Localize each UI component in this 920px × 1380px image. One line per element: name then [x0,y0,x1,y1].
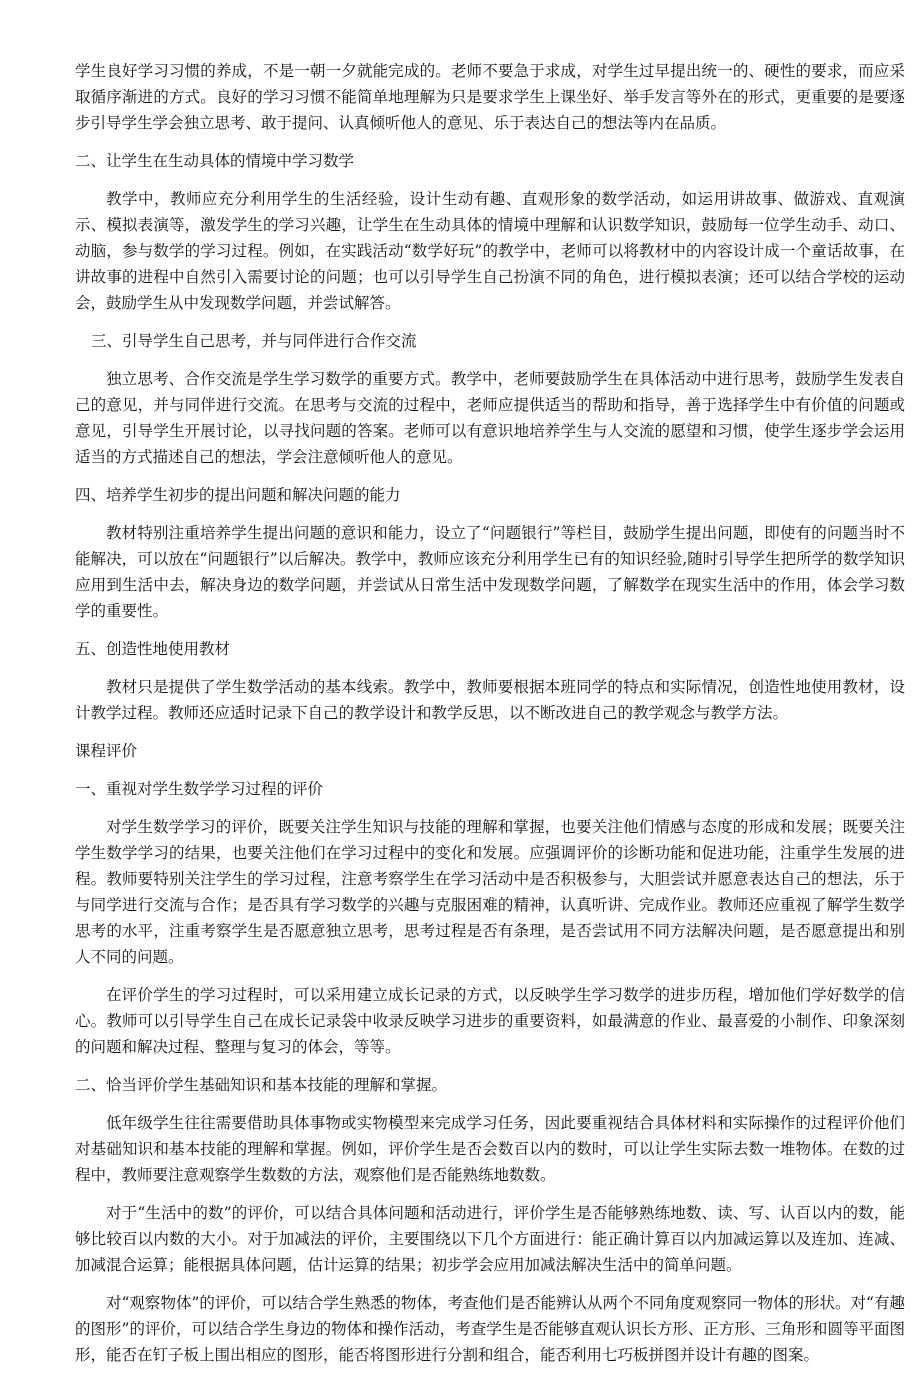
paragraph-creative-textbook: 教材只是提供了学生数学活动的基本线索。教学中，教师要根据本班同学的特点和实际情况，创造性地使用教材，设计教学过程。教师还应适时记录下自己的教学设计和教学反思，以不断改进自己的教学观念与教学方法。 [75,678,905,722]
paragraph-cooperation: 独立思考、合作交流是学生学习数学的重要方式。教学中，老师要鼓励学生在具体活动中进行思考，鼓励学生发表自己的意见，并与同伴进行交流。在思考与交流的过程中，老师应提供适当的帮助和指导，善于选择学生中有价值的问题或意见，引导学生开展讨论，以寻找问题的答案。老师可以有意识地培养学生与人交流的愿望和习惯，使学生逐步学会运用适当的方式描述自己的想法，学会注意倾听他人的意见。 [75,370,905,466]
paragraph-situational-learning: 教学中，教师应充分利用学生的生活经验，设计生动有趣、直观形象的数学活动，如运用讲故事、做游戏、直观演示、模拟表演等，激发学生的学习兴趣，让学生在生动具体的情境中理解和认识数学知识，鼓励每一位学生动手、动口、动脑，参与数学的学习过程。例如，在实践活动“数学好玩”的教学中，老师可以将教材中的内容设计成一个童话故事，在讲故事的进程中自然引入需要讨论的问题；也可以引导学生自己扮演不同的角色，进行模拟表演；还可以结合学校的运动会，鼓励学生从中发现数学问题，并尝试解答。 [75,190,905,312]
heading-section-3: 三、引导学生自己思考，并与同伴进行合作交流 [91,332,417,350]
heading-section-2: 二、让学生在生动具体的情境中学习数学 [75,152,355,170]
paragraph-observing-objects: 对“观察物体”的评价，可以结合学生熟悉的物体，考查他们是否能辨认从两个不同角度观察同一物体的形状。对“有趣的图形”的评价，可以结合学生身边的物体和操作活动，考查学生是否能够直观认识长方形、正方形、三角形和圆等平面图形，能否在钉子板上围出相应的图形，能否将图形进行分割和组合，能否利用七巧板拼图并设计有趣的图案。 [75,1294,905,1364]
heading-eval-section-1: 一、重视对学生数学学习过程的评价 [75,780,324,798]
document-page [75,58,905,1380]
paragraph-numbers-in-life: 对于“生活中的数”的评价，可以结合具体问题和活动进行，评价学生是否能够熟练地数、读、写、认百以内的数，能够比较百以内数的大小。对于加减法的评价，主要围绕以下几个方面进行：能正确计算百以内加减运算以及连加、连减、加减混合运算；能根据具体问题，估计运算的结果；初步学会应用加减法解决生活中的简单问题。 [75,1204,905,1274]
paragraph-process-evaluation: 对学生数学学习的评价，既要关注学生知识与技能的理解和掌握，也要关注他们情感与态度的形成和发展；既要关注学生数学学习的结果，也要关注他们在学习过程中的变化和发展。应强调评价的诊断功能和促进功能，注重学生发展的进程。教师要特别关注学生的学习过程，注意考察学生在学习活动中是否积极参与，大胆尝试并愿意表达自己的想法，乐于与同学进行交流与合作；是否具有学习数学的兴趣与克服困难的精神，认真听讲、完成作业。教师还应重视了解学生数学思考的水平，注重考察学生是否愿意独立思考，思考过程是否有条理，是否尝试用不同方法解决问题，是否愿意提出和别人不同的问题。 [75,818,905,966]
paragraph-problem-solving: 教材特别注重培养学生提出问题的意识和能力，设立了“问题银行”等栏目，鼓励学生提出问题，即使有的问题当时不能解决，可以放在“问题银行”以后解决。教学中，教师应该充分利用学生已有的知识经验,随时引导学生把所学的数学知识应用到生活中去，解决身边的数学问题，并尝试从日常生活中发现数学问题，了解数学在现实生活中的作用，体会学习数学的重要性。 [75,524,905,620]
heading-section-5: 五、创造性地使用教材 [75,640,231,658]
paragraph-learning-habits: 学生良好学习习惯的养成，不是一朝一夕就能完成的。老师不要急于求成，对学生过早提出统一的、硬性的要求，而应采取循序渐进的方式。良好的学习习惯不能简单地理解为只是要求学生上课坐好、举手发言等外在的形式，更重要的是要逐步引导学生学会独立思考、敢于提问、认真倾听他人的意见、乐于表达自己的想法等内在品质。 [75,62,905,132]
paragraph-growth-record: 在评价学生的学习过程时，可以采用建立成长记录的方式，以反映学生学习数学的进步历程，增加他们学好数学的信心。教师可以引导学生自己在成长记录袋中收录反映学习进步的重要资料，如最满意的作业、最喜爱的小制作、印象深刻的问题和解决过程、整理与复习的体会，等等。 [75,986,905,1056]
paragraph-concrete-materials: 低年级学生往往需要借助具体事物或实物模型来完成学习任务，因此要重视结合具体材料和实际操作的过程评价他们对基础知识和基本技能的理解和掌握。例如，评价学生是否会数百以内的数时，可以让学生实际去数一堆物体。在数的过程中，教师要注意观察学生数数的方法，观察他们是否能熟练地数数。 [75,1114,905,1184]
heading-course-evaluation: 课程评价 [75,742,138,760]
heading-section-4: 四、培养学生初步的提出问题和解决问题的能力 [75,486,401,504]
heading-eval-section-2: 二、恰当评价学生基础知识和基本技能的理解和掌握。 [75,1076,448,1094]
